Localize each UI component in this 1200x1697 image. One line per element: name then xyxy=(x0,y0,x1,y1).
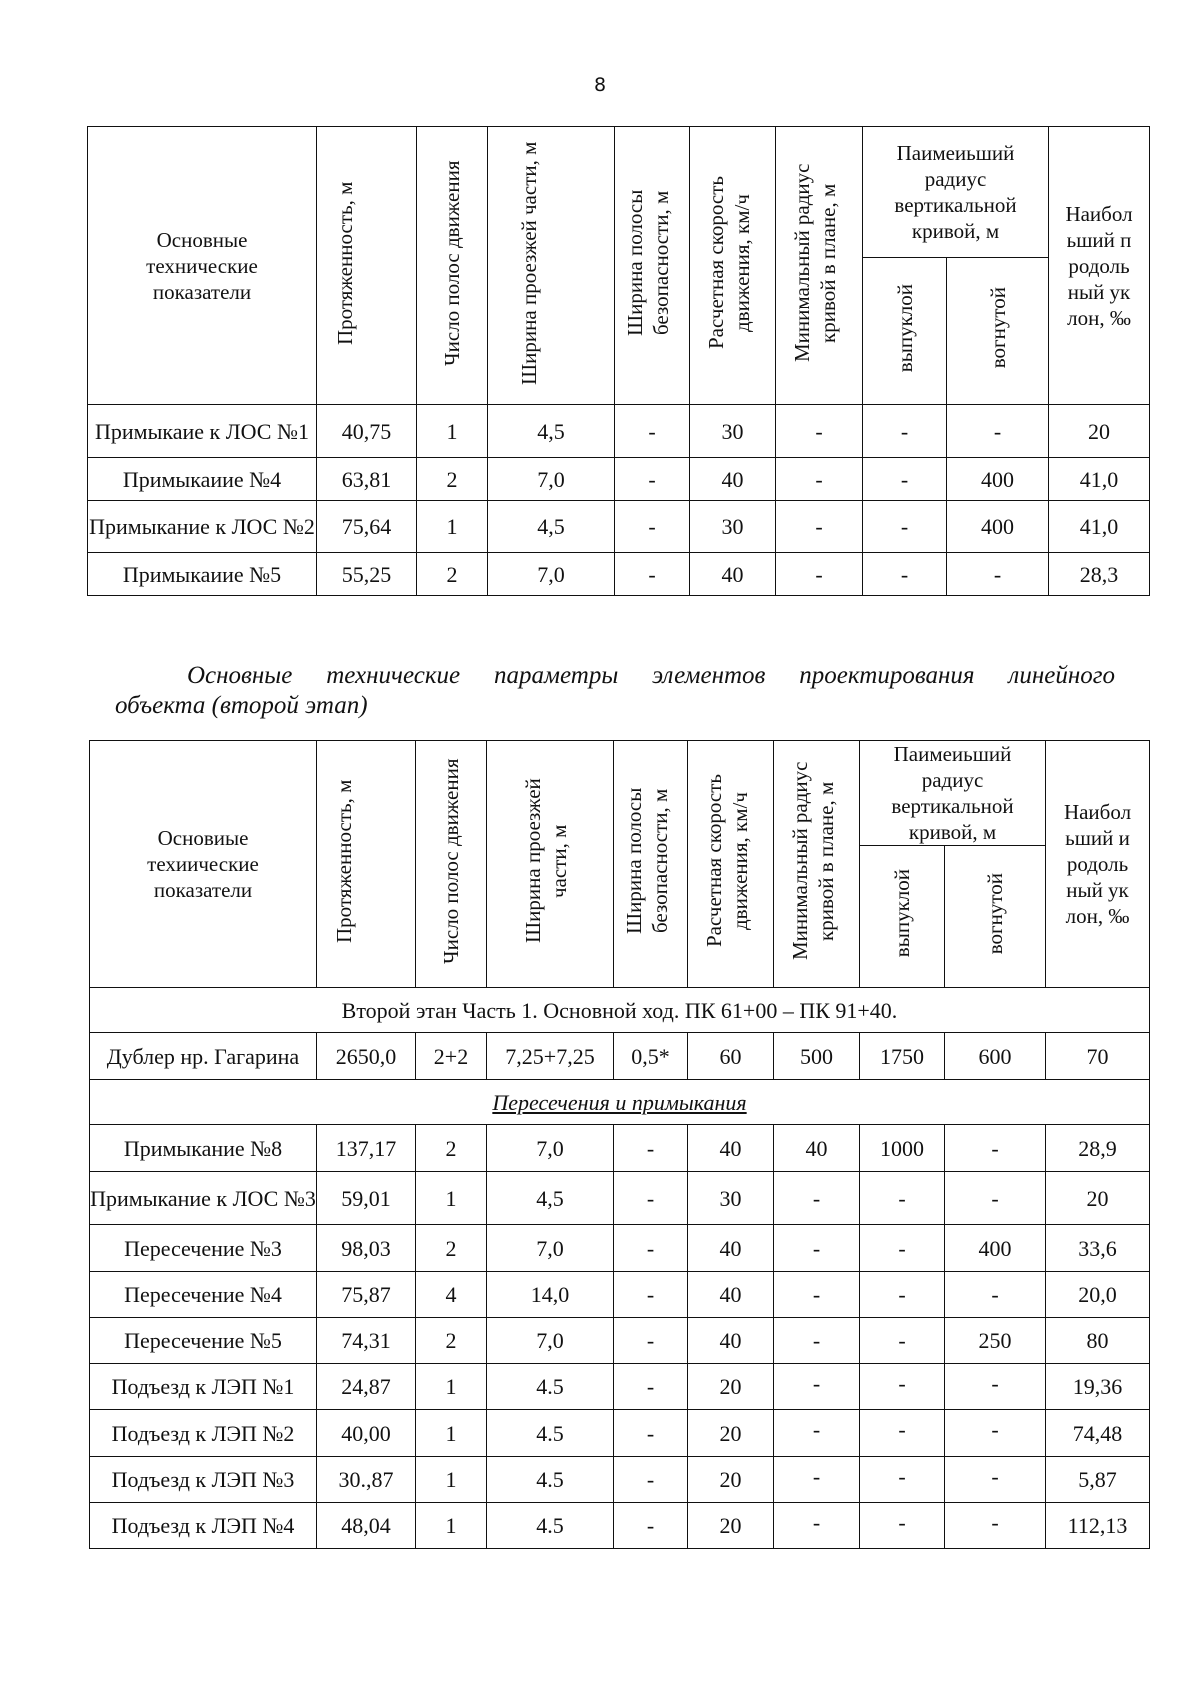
header-concave: вогнутой xyxy=(945,846,1046,988)
table-cell: 75,87 xyxy=(317,1272,416,1318)
table-cell: - xyxy=(947,553,1049,596)
row-label: Дублер нр. Гагарина xyxy=(90,1033,317,1080)
row-label: Пересечение №4 xyxy=(90,1272,317,1318)
table-cell: 1 xyxy=(416,1364,487,1410)
row-label: Подъезд к ЛЭП №3 xyxy=(90,1457,317,1503)
table-cell: - xyxy=(615,458,690,501)
header-indicators: Основные технические показатели xyxy=(88,127,317,405)
table-cell: 40,00 xyxy=(317,1410,416,1457)
table-cell: 112,13 xyxy=(1046,1503,1150,1549)
table-cell: 4.5 xyxy=(487,1457,614,1503)
page-number: 8 xyxy=(593,74,607,96)
table-cell: 7,0 xyxy=(487,1225,614,1272)
table-row xyxy=(90,1364,1150,1410)
table-row xyxy=(88,458,1150,501)
table-cell: 59,01 xyxy=(317,1172,416,1225)
row-label: Примыкание к ЛОС №2 xyxy=(88,501,317,553)
header-max-grade: Наибольший продольный уклон, ‰ xyxy=(1049,127,1150,405)
table-cell: 55,25 xyxy=(317,553,417,596)
table-row xyxy=(90,1318,1150,1364)
table-cell: 70 xyxy=(1046,1033,1150,1080)
table-cell: 400 xyxy=(945,1225,1046,1272)
table-cell: 1 xyxy=(416,1410,487,1457)
table-cell: - xyxy=(863,458,947,501)
table-cell: - xyxy=(774,1364,860,1410)
table-cell: 2 xyxy=(416,1225,487,1272)
table-cell: - xyxy=(860,1225,945,1272)
table-cell: 30 xyxy=(690,501,776,553)
header-lanes: Число полос движения xyxy=(417,127,488,405)
table-cell: 40 xyxy=(688,1272,774,1318)
table-cell: - xyxy=(774,1272,860,1318)
table-cell: 4,5 xyxy=(488,405,615,458)
table-cell: - xyxy=(945,1272,1046,1318)
table-row xyxy=(90,1457,1150,1503)
header-max-grade: Наибольший иродольный уклон, ‰ xyxy=(1046,741,1150,988)
parameters-table-stage-1 xyxy=(87,126,1150,596)
table-cell: - xyxy=(945,1503,1046,1549)
row-label: Примыкание к ЛОС №3 xyxy=(90,1172,317,1225)
header-vertical-radius: Паимеиьший радиус вертикальной кривой, м xyxy=(860,741,1046,846)
table-cell: 2 xyxy=(417,553,488,596)
row-label: Примыкание №8 xyxy=(90,1125,317,1172)
table-cell: 250 xyxy=(945,1318,1046,1364)
header-length: Протяженность, м xyxy=(317,741,416,988)
table-cell: 28,9 xyxy=(1046,1125,1150,1172)
table-row xyxy=(90,1225,1150,1272)
row-label: Подъезд к ЛЭП №4 xyxy=(90,1503,317,1549)
table-cell: 2 xyxy=(416,1125,487,1172)
table-cell: 4,5 xyxy=(487,1172,614,1225)
section-title-row: Второй этан Часть 1. Основной ход. ПК 61+00 – ПК 91+40. xyxy=(90,988,1150,1033)
table-cell: 30 xyxy=(690,405,776,458)
table-cell: 20 xyxy=(1049,405,1150,458)
table-cell: 1 xyxy=(416,1503,487,1549)
table-cell: 14,0 xyxy=(487,1272,614,1318)
parameters-table-stage-2 xyxy=(89,740,1150,1549)
table-cell: 7,0 xyxy=(487,1125,614,1172)
table-cell: 20 xyxy=(688,1364,774,1410)
table-cell: - xyxy=(615,405,690,458)
caption-line-1: Основные технические параметры элементов проектирования линейного xyxy=(187,662,1115,689)
table-row xyxy=(90,1033,1150,1080)
table-cell: - xyxy=(860,1457,945,1503)
table-cell: 40 xyxy=(688,1318,774,1364)
table-cell: 20 xyxy=(688,1410,774,1457)
table-cell: - xyxy=(860,1410,945,1457)
table-cell: - xyxy=(614,1172,688,1225)
table-cell: 1 xyxy=(416,1172,487,1225)
row-label: Примыкаие к ЛОС №1 xyxy=(88,405,317,458)
table-cell: 1 xyxy=(416,1457,487,1503)
table-cell: 600 xyxy=(945,1033,1046,1080)
table-cell: - xyxy=(614,1503,688,1549)
header-design-speed: Расчетная скорость движения, км/ч xyxy=(690,127,776,405)
table-cell: 41,0 xyxy=(1049,458,1150,501)
table-cell: - xyxy=(776,553,863,596)
table-cell: 20 xyxy=(1046,1172,1150,1225)
row-label: Примыкаиие №5 xyxy=(88,553,317,596)
table-cell: 40 xyxy=(688,1225,774,1272)
table-cell: 1000 xyxy=(860,1125,945,1172)
table-cell: 28,3 xyxy=(1049,553,1150,596)
row-label: Подъезд к ЛЭП №2 xyxy=(90,1410,317,1457)
table-cell: 74,48 xyxy=(1046,1410,1150,1457)
table-cell: 20 xyxy=(688,1503,774,1549)
table2-body xyxy=(90,1125,1150,1549)
row-label: Пересечение №5 xyxy=(90,1318,317,1364)
header-design-speed: Расчетная скорость движения, км/ч xyxy=(688,741,774,988)
table-row xyxy=(90,1172,1150,1225)
table-cell: 7,0 xyxy=(488,458,615,501)
subheading-text: Пересечения и примыкания xyxy=(492,1089,747,1115)
header-indicators: Основиые техиические показатели xyxy=(90,741,317,988)
table-cell: - xyxy=(945,1410,1046,1457)
table-cell: 24,87 xyxy=(317,1364,416,1410)
header-concave: вогнутой xyxy=(947,258,1049,405)
table-cell: 1 xyxy=(417,405,488,458)
table-cell: 20 xyxy=(688,1457,774,1503)
table-cell: - xyxy=(774,1457,860,1503)
table-cell: 20,0 xyxy=(1046,1272,1150,1318)
table-cell: 7,0 xyxy=(488,553,615,596)
header-vertical-radius: Паимеиьший радиус вертикальной кривой, м xyxy=(863,127,1049,258)
table-cell: - xyxy=(774,1410,860,1457)
header-min-radius: Минимальный радиус кривой в плане, м xyxy=(776,127,863,405)
table-cell: 40,75 xyxy=(317,405,417,458)
row-label: Пересечение №3 xyxy=(90,1225,317,1272)
table-cell: 4 xyxy=(416,1272,487,1318)
table-cell: 40 xyxy=(690,553,776,596)
table-cell: 60 xyxy=(688,1033,774,1080)
table-cell: - xyxy=(776,405,863,458)
table-cell: 2 xyxy=(417,458,488,501)
table-cell: 500 xyxy=(774,1033,860,1080)
table1-body xyxy=(88,405,1150,596)
table-row xyxy=(88,405,1150,458)
table-cell: - xyxy=(860,1318,945,1364)
table-row xyxy=(90,1410,1150,1457)
header-convex: выпуклой xyxy=(863,258,947,405)
table-cell: - xyxy=(945,1125,1046,1172)
table-cell: - xyxy=(615,501,690,553)
table-cell: 33,6 xyxy=(1046,1225,1150,1272)
table-cell: - xyxy=(776,501,863,553)
table-cell: 80 xyxy=(1046,1318,1150,1364)
table-cell: - xyxy=(863,501,947,553)
table-cell: 19,36 xyxy=(1046,1364,1150,1410)
table-cell: 2650,0 xyxy=(317,1033,416,1080)
table-cell: 2+2 xyxy=(416,1033,487,1080)
table-cell: - xyxy=(774,1503,860,1549)
table-cell: - xyxy=(774,1172,860,1225)
table-cell: 7,25+7,25 xyxy=(487,1033,614,1080)
table-cell: 7,0 xyxy=(487,1318,614,1364)
table-cell: - xyxy=(614,1457,688,1503)
table-cell: 4.5 xyxy=(487,1410,614,1457)
table-cell: - xyxy=(614,1364,688,1410)
table-row xyxy=(90,1125,1150,1172)
table-cell: 40 xyxy=(688,1125,774,1172)
table-cell: - xyxy=(614,1272,688,1318)
table-cell: - xyxy=(863,405,947,458)
row-label: Примыкаиие №4 xyxy=(88,458,317,501)
header-safety-strip: Ширина полосы безопасности, м xyxy=(615,127,690,405)
table-cell: - xyxy=(945,1172,1046,1225)
table-cell: - xyxy=(614,1225,688,1272)
header-safety-strip: Ширина полосы безопасности, м xyxy=(614,741,688,988)
table-row xyxy=(90,1503,1150,1549)
table-cell: - xyxy=(945,1457,1046,1503)
table-cell: - xyxy=(863,553,947,596)
table-row xyxy=(90,1272,1150,1318)
table-cell: 48,04 xyxy=(317,1503,416,1549)
header-carriageway: Ширина проезжей части, м xyxy=(487,741,614,988)
row-label: Подъезд к ЛЭП №1 xyxy=(90,1364,317,1410)
table-cell: - xyxy=(614,1318,688,1364)
table-cell: 0,5* xyxy=(614,1033,688,1080)
table-cell: - xyxy=(860,1503,945,1549)
table2-caption xyxy=(115,661,1115,721)
table-cell: 98,03 xyxy=(317,1225,416,1272)
table-cell: - xyxy=(860,1272,945,1318)
caption-line-2: объекта (второй этап) xyxy=(115,692,368,719)
table-cell: - xyxy=(774,1318,860,1364)
table-cell: 40 xyxy=(774,1125,860,1172)
header-convex: выпуклой xyxy=(860,846,945,988)
header-carriageway: Ширина проезжей части, м xyxy=(488,127,615,405)
table-cell: - xyxy=(945,1364,1046,1410)
table-cell: 30.,87 xyxy=(317,1457,416,1503)
table-cell: 1 xyxy=(417,501,488,553)
table-cell: - xyxy=(774,1225,860,1272)
table-row xyxy=(88,501,1150,553)
table-cell: 1750 xyxy=(860,1033,945,1080)
table-cell: 63,81 xyxy=(317,458,417,501)
table-cell: 30 xyxy=(688,1172,774,1225)
header-min-radius: Минимальный радиус кривой в плане, м xyxy=(774,741,860,988)
table-cell: - xyxy=(615,553,690,596)
table-cell: - xyxy=(614,1125,688,1172)
table-cell: - xyxy=(860,1364,945,1410)
table-cell: 40 xyxy=(690,458,776,501)
table-cell: 4.5 xyxy=(487,1364,614,1410)
table-cell: 400 xyxy=(947,501,1049,553)
table-cell: 75,64 xyxy=(317,501,417,553)
table-cell: - xyxy=(947,405,1049,458)
header-length: Протяженность, м xyxy=(317,127,417,405)
table-cell: 400 xyxy=(947,458,1049,501)
table-row xyxy=(88,553,1150,596)
table-cell: 5,87 xyxy=(1046,1457,1150,1503)
table-cell: - xyxy=(614,1410,688,1457)
table-cell: - xyxy=(776,458,863,501)
table-cell: 137,17 xyxy=(317,1125,416,1172)
header-lanes: Число полос движения xyxy=(416,741,487,988)
table-cell: 4,5 xyxy=(488,501,615,553)
table-cell: 4.5 xyxy=(487,1503,614,1549)
table-cell: 2 xyxy=(416,1318,487,1364)
table-cell: 74,31 xyxy=(317,1318,416,1364)
table-cell: 41,0 xyxy=(1049,501,1150,553)
table-cell: - xyxy=(860,1172,945,1225)
subheading-row xyxy=(90,1080,1150,1125)
